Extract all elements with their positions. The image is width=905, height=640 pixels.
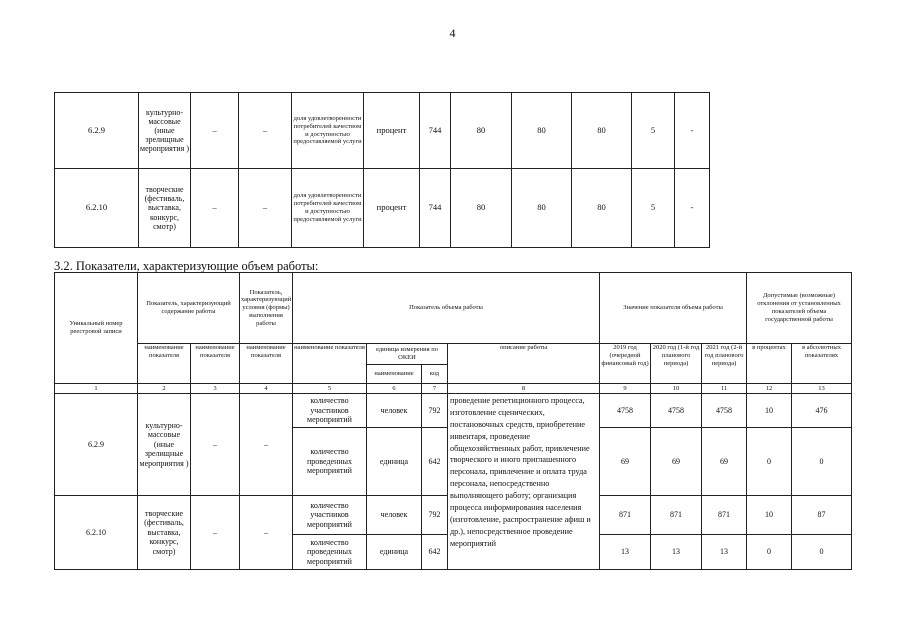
value-2020: 69 [651,428,702,496]
okei-code: 792 [422,394,448,428]
value-2019: 13 [600,535,651,570]
header-row [55,344,852,365]
deviation-pct: 5 [632,93,675,169]
deviation-abs: 476 [792,394,852,428]
registry-code: 6.2.9 [55,394,138,496]
value-2020: 871 [651,496,702,535]
section-heading: 3.2. Показатели, характеризующие объем работы: [54,259,319,273]
col-number: 9 [600,384,651,394]
header-in-absolute: в абсолютных показателях [792,344,852,384]
col-number: 11 [702,384,747,394]
condition-name: – [239,93,292,169]
table-row [55,169,710,248]
value-2021: 80 [572,93,632,169]
header-2019: 2019 год (очередной финансовый год) [600,344,651,384]
content-name: творческие (фестиваль, выставка, конкурс, смотр) [139,169,191,248]
okei-code: 792 [422,496,448,535]
deviation-pct: 0 [747,428,792,496]
unit-name: процент [364,93,420,169]
volume-indicators-table [54,272,852,570]
value-2019: 4758 [600,394,651,428]
header-unit: единица измерения по ОКЕИ [367,344,448,365]
value-2021: 871 [702,496,747,535]
deviation-abs: - [675,93,710,169]
indicator-name: доля удовлетворенности потребителей качеством и доступностью предоставляемой услуги [292,169,364,248]
okei-code: 744 [420,169,451,248]
col-number: 12 [747,384,792,394]
col-number: 7 [422,384,448,394]
deviation-pct: 0 [747,535,792,570]
work-description: проведение репетиционного процесса, изготовление сценических, постановочных средств, приобретение инвентаря, проведение общехозяйственных работ, привлечение творческого и иного приглашенного персонала, привлечение и оплата труда персонала, непосредственно выполняющего работу; организация процесса информирования населения (изготовление, распространение афиш и др.), непосредственное проведение мероприятий [448,394,600,570]
header-2021: 2021 год (2-й год планового периода) [702,344,747,384]
okei-code: 744 [420,93,451,169]
unit-name: процент [364,169,420,248]
col-number: 6 [367,384,422,394]
value-2021: 69 [702,428,747,496]
deviation-abs: 0 [792,535,852,570]
value-2020: 13 [651,535,702,570]
page-number: 4 [449,26,456,40]
indicator-name: количество участников мероприятий [293,394,367,428]
indicator-name: доля удовлетворенности потребителей качеством и доступностью предоставляемой услуги [292,93,364,169]
indicator-name: количество проведенных мероприятий [293,428,367,496]
content-name-2: – [191,394,240,496]
header-unique-number: Уникальный номер реестровой записи [55,273,138,384]
content-name-2: – [191,496,240,570]
deviation-abs: 0 [792,428,852,496]
value-2020: 80 [512,93,572,169]
col-number: 2 [138,384,191,394]
table-row [55,93,710,169]
header-content: Показатель, характеризующий содержание работы [138,273,240,344]
header-conditions: Показатель, характеризующий условия (формы) выполнения работы [240,273,293,344]
header-2020: 2020 год (1-й год планового периода) [651,344,702,384]
value-2019: 80 [451,93,512,169]
value-2020: 80 [512,169,572,248]
header-row [55,273,852,344]
okei-code: 642 [422,535,448,570]
content-name-2: – [191,169,239,248]
column-numbers-row [55,384,852,394]
col-number: 3 [191,384,240,394]
header-name-2: наименование показателя [191,344,240,384]
content-name-2: – [191,93,239,169]
value-2021: 80 [572,169,632,248]
deviation-pct: 5 [632,169,675,248]
table-row [55,394,852,428]
deviation-pct: 10 [747,496,792,535]
condition-name: – [240,496,293,570]
header-description: описание работы [448,344,600,384]
indicator-name: количество участников мероприятий [293,496,367,535]
col-number: 1 [55,384,138,394]
unit-name: человек [367,496,422,535]
header-name-1: наименование показателя [138,344,191,384]
header-deviation: Допустимые (возможные) отклонения от установленных показателей объема государственной работы [747,273,852,344]
header-unit-code: код [422,365,448,384]
content-name: культурно-массовые (иные зрелищные мероприятия ) [139,93,191,169]
col-number: 10 [651,384,702,394]
indicator-name: количество проведенных мероприятий [293,535,367,570]
deviation-abs: - [675,169,710,248]
unit-name: единица [367,428,422,496]
content-name: творческие (фестиваль, выставка, конкурс, смотр) [138,496,191,570]
condition-name: – [239,169,292,248]
header-volume: Показатель объема работы [293,273,600,344]
value-2021: 13 [702,535,747,570]
value-2019: 69 [600,428,651,496]
header-name-5: наименование показателя [293,344,367,384]
registry-code: 6.2.10 [55,169,139,248]
registry-code: 6.2.10 [55,496,138,570]
value-2020: 4758 [651,394,702,428]
content-name: культурно-массовые (иные зрелищные мероприятия ) [138,394,191,496]
deviation-abs: 87 [792,496,852,535]
unit-name: человек [367,394,422,428]
quality-indicators-table [54,92,710,248]
value-2019: 871 [600,496,651,535]
unit-name: единица [367,535,422,570]
value-2021: 4758 [702,394,747,428]
col-number: 8 [448,384,600,394]
header-unit-name: наименование [367,365,422,384]
header-name-3: наименование показателя [240,344,293,384]
col-number: 5 [293,384,367,394]
col-number: 13 [792,384,852,394]
header-in-percent: в процентах [747,344,792,384]
condition-name: – [240,394,293,496]
col-number: 4 [240,384,293,394]
header-value: Значение показателя объема работы [600,273,747,344]
okei-code: 642 [422,428,448,496]
registry-code: 6.2.9 [55,93,139,169]
value-2019: 80 [451,169,512,248]
deviation-pct: 10 [747,394,792,428]
